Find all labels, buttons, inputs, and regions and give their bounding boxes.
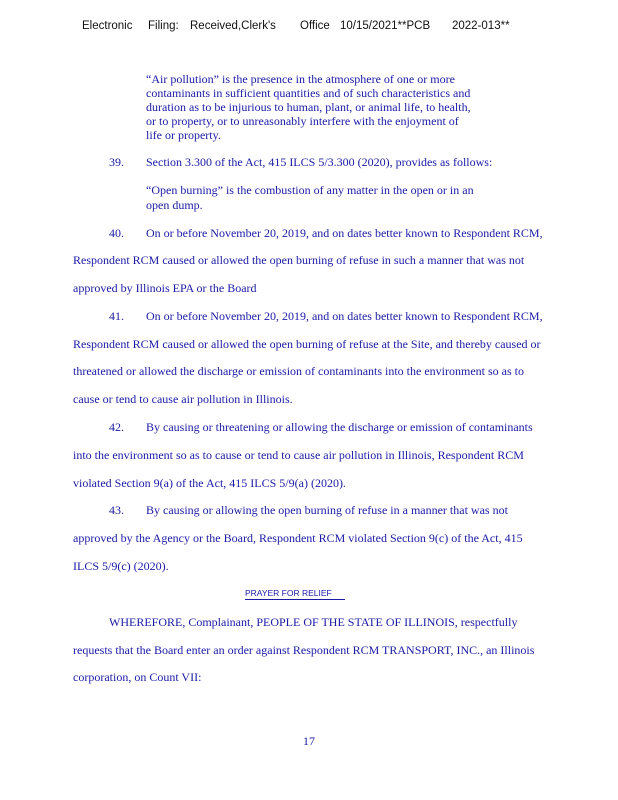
paragraph-number: 39. xyxy=(109,155,124,169)
header-filing: Filing: xyxy=(148,20,179,32)
paragraph-number: 41. xyxy=(109,309,124,323)
quote-open-burning-line: “Open burning” is the combustion of any matter in the open or in an xyxy=(146,183,474,197)
paragraph-39: Section 3.300 of the Act, 415 ILCS 5/3.300 (2020), provides as follows: xyxy=(146,155,493,169)
paragraph-42-line: violated Section 9(a) of the Act, 415 ILCS 5/9(a) (2020). xyxy=(73,476,346,490)
paragraph-42-line: into the environment so as to cause or tend to cause air pollution in Illinois, Respondent RCM xyxy=(73,448,524,462)
paragraph-41-line: Respondent RCM caused or allowed the open burning of refuse at the Site, and thereby caused or xyxy=(73,337,541,351)
paragraph-40-line: approved by Illinois EPA or the Board xyxy=(73,281,257,295)
header-received: Received,Clerk's xyxy=(190,20,276,32)
wherefore-line: WHEREFORE, Complainant, PEOPLE OF THE STATE OF ILLINOIS, respectfully xyxy=(109,615,518,629)
header-office: Office xyxy=(300,20,330,32)
paragraph-number: 40. xyxy=(109,226,124,240)
quote-air-pollution-line: “Air pollution” is the presence in the atmosphere of one or more xyxy=(146,72,455,86)
paragraph-40-line: Respondent RCM caused or allowed the open burning of refuse in such a manner that was not xyxy=(73,253,525,267)
header-case: 2022-013** xyxy=(452,20,510,32)
paragraph-40-line: On or before November 20, 2019, and on dates better known to Respondent RCM, xyxy=(146,226,543,240)
prayer-for-relief-heading: PRAYER FOR RELIEF xyxy=(245,587,345,600)
paragraph-number: 42. xyxy=(109,420,124,434)
paragraph-43-line: By causing or allowing the open burning of refuse in a manner that was not xyxy=(146,503,508,517)
paragraph-42-line: By causing or threatening or allowing the discharge or emission of contaminants xyxy=(146,420,533,434)
quote-air-pollution-line: or to property, or to unreasonably interfere with the enjoyment of xyxy=(146,114,459,128)
paragraph-43-line: ILCS 5/9(c) (2020). xyxy=(73,559,169,573)
wherefore-line: corporation, on Count VII: xyxy=(73,670,202,684)
header-date: 10/15/2021**PCB xyxy=(340,20,431,32)
header-electronic: Electronic xyxy=(82,20,133,32)
quote-air-pollution-line: contaminants in sufficient quantities and of such characteristics and xyxy=(146,86,471,100)
paragraph-43-line: approved by the Agency or the Board, Respondent RCM violated Section 9(c) of the Act, 415 xyxy=(73,531,523,545)
wherefore-line: requests that the Board enter an order against Respondent RCM TRANSPORT, INC., an Illinois xyxy=(73,643,535,657)
quote-air-pollution-line: life or property. xyxy=(146,128,221,142)
quote-air-pollution-line: duration as to be injurious to human, plant, or animal life, to health, xyxy=(146,100,471,114)
paragraph-41-line: On or before November 20, 2019, and on dates better known to Respondent RCM, xyxy=(146,309,543,323)
page-number: 17 xyxy=(303,734,315,748)
quote-open-burning-line: open dump. xyxy=(146,198,203,212)
paragraph-number: 43. xyxy=(109,503,124,517)
paragraph-41-line: threatened or allowed the discharge or emission of contaminants into the environment so as to xyxy=(73,364,524,378)
paragraph-41-line: cause or tend to cause air pollution in Illinois. xyxy=(73,392,293,406)
